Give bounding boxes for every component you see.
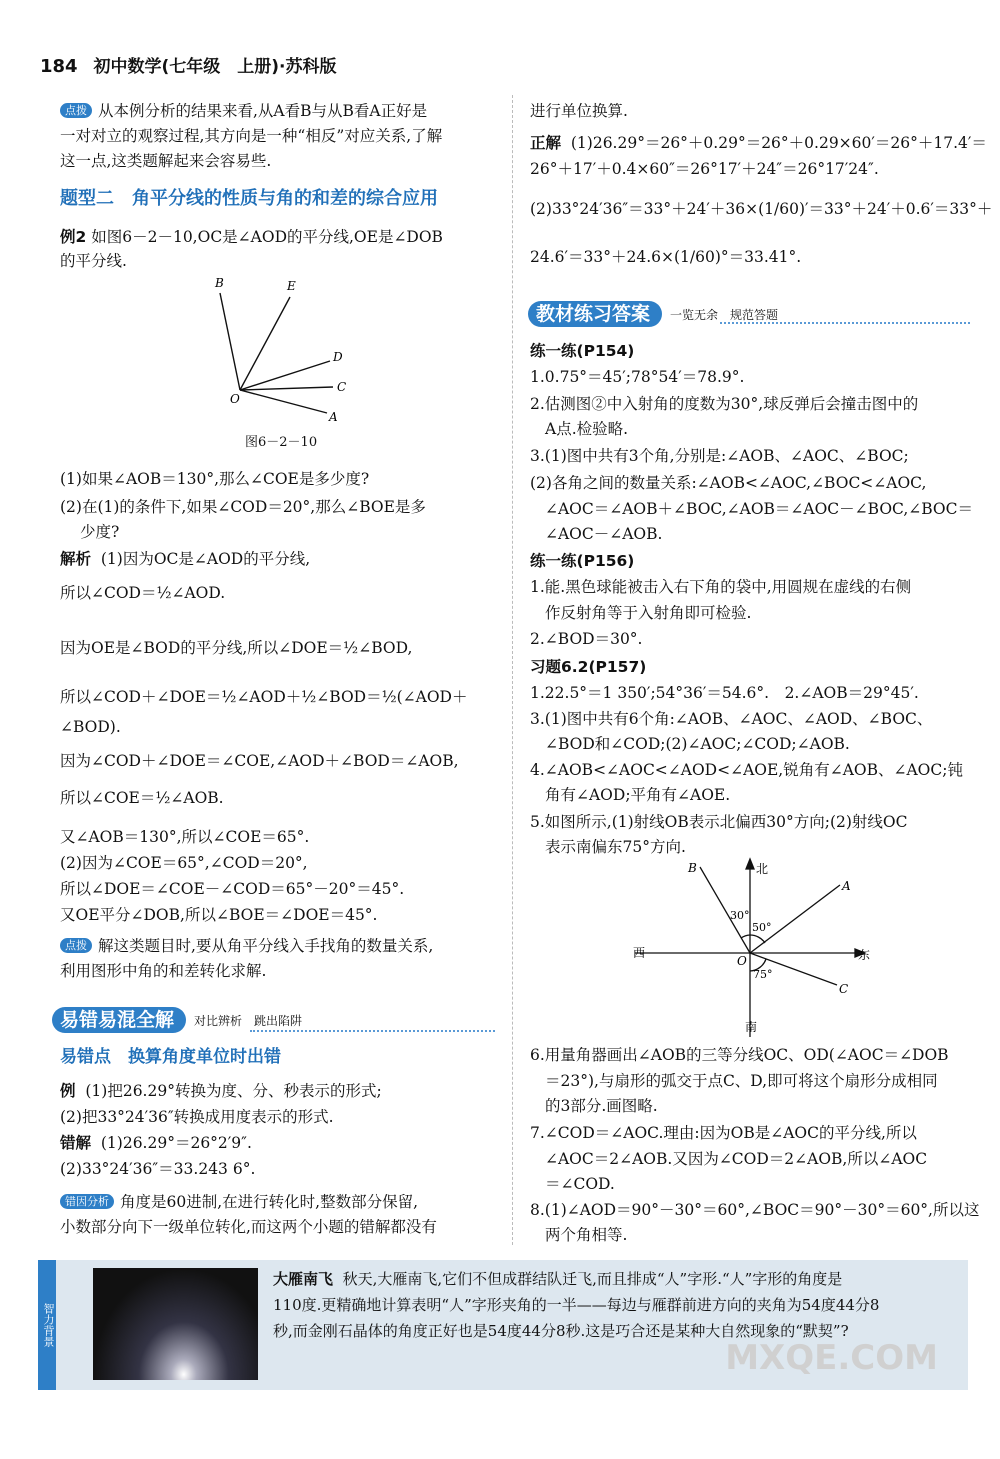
answer-line: 角有∠AOD;平角有∠AOE. bbox=[545, 786, 731, 804]
answer-line: 5.如图所示,(1)射线OB表示北偏西30°方向;(2)射线OC bbox=[530, 813, 908, 831]
page-number: 184 bbox=[40, 56, 78, 77]
example-line: 例2 如图6－2－10,OC是∠AOD的平分线,OE是∠DOB bbox=[60, 228, 443, 246]
solution-line: (2)因为∠COE＝65°,∠COD＝20°, bbox=[60, 854, 308, 872]
footer-text: 大雁南飞 秋天,大雁南飞,它们不但成群结队迁飞,而且排成“人”字形.“人”字形的角度是 110度.更精确地计算表明“人”字形夹角的一半——每边与雁群前进方向的夹角为54度44分8 秒,而金刚石晶体的角度正好也是54度44分8秒.这是巧合还是某种大自然现象的“默契”? bbox=[273, 1270, 880, 1340]
footer-title: 大雁南飞 bbox=[273, 1270, 334, 1288]
answer-line: (2)各角之间的数量关系:∠AOB<∠AOC,∠BOC<∠AOC, bbox=[530, 474, 927, 492]
ray-ob bbox=[220, 293, 240, 390]
banner-errors: 易错易混全解 对比辨析 跳出陷阱 bbox=[52, 1006, 302, 1034]
label-50: 50° bbox=[752, 921, 772, 934]
answer-line: 7.∠COD＝∠AOC.理由:因为OB是∠AOC的平分线,所以 bbox=[530, 1124, 917, 1142]
label-west: 西 bbox=[633, 946, 646, 960]
arc-50 bbox=[750, 935, 765, 943]
ray-oc bbox=[240, 387, 333, 390]
label-e: E bbox=[287, 279, 296, 293]
angle-figure bbox=[195, 275, 365, 430]
answer-line: 作反射角等于入射角即可检验. bbox=[545, 604, 752, 622]
answer-line: 表示南偏东75°方向. bbox=[545, 838, 686, 856]
solution-line: 所以∠COD＋∠DOE＝½∠AOD＋½∠BOD＝½(∠AOD＋ bbox=[60, 688, 468, 706]
column-divider bbox=[512, 95, 513, 1245]
solution-label: 解析 bbox=[60, 550, 92, 568]
divider bbox=[720, 322, 970, 324]
answer-line: 1.22.5°＝1 350′;54°36′＝54.6°. 2.∠AOB＝29°45′. bbox=[530, 684, 919, 702]
arrow-north-icon bbox=[746, 859, 754, 869]
tip-line: 一对对立的观察过程,其方向是一种“相反”对应关系,了解 bbox=[60, 127, 443, 145]
solution-line: 因为∠COD＋∠DOE＝∠COE,∠AOD＋∠BOD＝∠AOB, bbox=[60, 752, 459, 770]
footer-side-label: 智力背景 bbox=[38, 1260, 56, 1390]
geese-photo bbox=[93, 1268, 258, 1380]
solution-line: 又OE平分∠DOB,所以∠BOE＝∠DOE＝45°. bbox=[60, 906, 378, 924]
answer-line: 1.能.黑色球能被击入右下角的袋中,用圆规在虚线的右侧 bbox=[530, 578, 912, 596]
label-c: C bbox=[839, 982, 849, 996]
page-header bbox=[40, 52, 337, 77]
banner-answers: 教材练习答案 一览无余 规范答题 bbox=[528, 300, 778, 328]
divider bbox=[250, 1030, 495, 1032]
correct-line: 26°＋17′＋0.4×60″＝26°17′＋24″＝26°17′24″. bbox=[530, 160, 879, 178]
label-d: D bbox=[333, 350, 343, 364]
practice-title: 练一练(P154) bbox=[530, 342, 635, 360]
solution-line: 所以∠COE＝½∠AOB. bbox=[60, 789, 224, 807]
answer-line: 6.用量角器画出∠AOB的三等分线OC、OD(∠AOC＝∠DOB bbox=[530, 1046, 949, 1064]
book-title: 初中数学(七年级 上册)·苏科版 bbox=[93, 57, 337, 77]
label-a: A bbox=[329, 410, 338, 424]
example-line: (2)把33°24′36″转换成用度表示的形式. bbox=[60, 1108, 334, 1126]
solution-line: 因为OE是∠BOD的平分线,所以∠DOE＝½∠BOD, bbox=[60, 639, 413, 657]
answer-line: 3.(1)图中共有6个角:∠AOB、∠AOC、∠AOD、∠BOC、 bbox=[530, 710, 933, 728]
wrong-line: (2)33°24′36″＝33.243 6°. bbox=[60, 1160, 256, 1178]
label-o: O bbox=[737, 954, 747, 968]
figure-caption: 图6－2－10 bbox=[245, 435, 318, 450]
practice-title: 练一练(P156) bbox=[530, 552, 635, 570]
compass-figure bbox=[625, 855, 880, 1040]
tip-line: 利用图形中角的和差转化求解. bbox=[60, 962, 267, 980]
answer-line: 1.0.75°＝45′;78°54′＝78.9°. bbox=[530, 368, 745, 386]
question-2: 少度? bbox=[80, 523, 120, 541]
practice-title: 习题6.2(P157) bbox=[530, 658, 647, 676]
answer-line: ＝23°),与扇形的弧交于点C、D,即可将这个扇形分成相同 bbox=[545, 1072, 938, 1090]
answer-line: ∠AOC－∠AOB. bbox=[545, 525, 663, 543]
tip-line: 点拨 解这类题目时,要从角平分线入手找角的数量关系, bbox=[60, 935, 433, 957]
solution-line: 又∠AOB＝130°,所以∠COE＝65°. bbox=[60, 828, 310, 846]
question-2: (2)在(1)的条件下,如果∠COD＝20°,那么∠BOE是多 bbox=[60, 498, 426, 516]
label-north: 北 bbox=[756, 862, 769, 876]
correct-line: (2)33°24′36″＝33°＋24′＋36×(1/60)′＝33°＋24′＋0.6′＝33°＋ bbox=[530, 200, 993, 218]
label-south: 南 bbox=[745, 1020, 758, 1034]
example-line: 例 (1)把26.29°转换为度、分、秒表示的形式; bbox=[60, 1082, 382, 1100]
answer-line: 4.∠AOB<∠AOC<∠AOD<∠AOE,锐角有∠AOB、∠AOC;钝 bbox=[530, 761, 963, 779]
error-title: 易错点 换算角度单位时出错 bbox=[60, 1047, 281, 1067]
correct-line: 正解 (1)26.29°＝26°＋0.29°＝26°＋0.29×60′＝26°＋17.4′＝ bbox=[530, 134, 987, 152]
solution-line: ∠BOD). bbox=[60, 718, 121, 736]
tip-tag: 点拨 bbox=[60, 103, 92, 118]
answer-line: ∠AOC＝∠AOB＋∠BOC,∠AOB＝∠AOC－∠BOC,∠BOC＝ bbox=[545, 500, 973, 518]
label-75: 75° bbox=[753, 968, 773, 981]
solution-line: 所以∠DOE＝∠COE－∠COD＝65°－20°＝45°. bbox=[60, 880, 405, 898]
cause-line: 小数部分向下一级单位转化,而这两个小题的错解都没有 bbox=[60, 1218, 437, 1236]
correct-line: 24.6′＝33°＋24.6×(1/60)°＝33.41°. bbox=[530, 248, 802, 266]
section-title: 题型二 角平分线的性质与角的和差的综合应用 bbox=[60, 188, 438, 209]
solution-line: 解析 (1)因为OC是∠AOD的平分线, bbox=[60, 550, 311, 568]
example-label: 例2 bbox=[60, 228, 87, 246]
label-c: C bbox=[337, 380, 347, 394]
watermark: MXQE.COM bbox=[725, 1338, 938, 1378]
ray-oa bbox=[240, 390, 327, 413]
label-b: B bbox=[688, 861, 697, 875]
answer-line: ∠BOD和∠COD;(2)∠AOC;∠COD;∠AOB. bbox=[545, 735, 850, 753]
label-east: 东 bbox=[858, 948, 871, 962]
label-30: 30° bbox=[730, 909, 750, 922]
wrong-line: 错解 (1)26.29°＝26°2′9″. bbox=[60, 1134, 252, 1152]
example-line: 的平分线. bbox=[60, 252, 127, 270]
answer-line: ∠AOC＝2∠AOB.又因为∠COD＝2∠AOB,所以∠AOC bbox=[545, 1150, 928, 1168]
tip-line: 点拨 从本例分析的结果来看,从A看B与从B看A正好是 bbox=[60, 100, 427, 122]
answer-line: 8.(1)∠AOD＝90°－30°＝60°,∠BOC＝90°－30°＝60°,所以这 bbox=[530, 1201, 980, 1219]
answer-line: 2.∠BOD＝30°. bbox=[530, 630, 643, 648]
question-1: (1)如果∠AOB＝130°,那么∠COE是多少度? bbox=[60, 470, 370, 488]
answer-line: A点.检验略. bbox=[545, 420, 629, 438]
answer-line: 两个角相等. bbox=[545, 1226, 628, 1244]
answer-line: 的3部分.画图略. bbox=[545, 1097, 658, 1115]
tip-tag: 点拨 bbox=[60, 938, 92, 953]
answer-line: 3.(1)图中共有3个角,分别是:∠AOB、∠AOC、∠BOC; bbox=[530, 447, 909, 465]
label-o: O bbox=[230, 392, 240, 406]
label-b: B bbox=[215, 276, 224, 290]
arc-30 bbox=[741, 935, 750, 938]
label-a: A bbox=[842, 879, 851, 893]
right-line: 进行单位换算. bbox=[530, 102, 628, 120]
ray-oa bbox=[750, 885, 840, 953]
tip-line: 这一点,这类题解起来会容易些. bbox=[60, 152, 272, 170]
answer-line: ＝∠COD. bbox=[545, 1175, 615, 1193]
cause-line: 错因分析 角度是60进制,在进行转化时,整数部分保留, bbox=[60, 1191, 418, 1213]
answer-line: 2.估测图②中入射角的度数为30°,球反弹后会撞击图中的 bbox=[530, 395, 919, 413]
footer-box bbox=[38, 1260, 968, 1390]
solution-line: 所以∠COD＝½∠AOD. bbox=[60, 584, 226, 602]
